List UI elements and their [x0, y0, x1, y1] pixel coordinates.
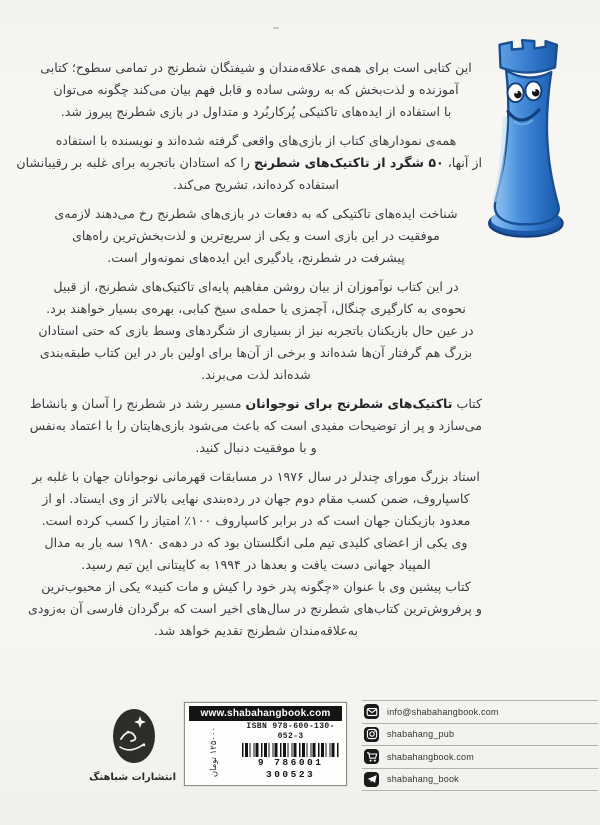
rook-crown [500, 40, 557, 72]
text-segment: مسیر رشد در شطرنج را آسان و بانشاط [30, 396, 246, 411]
text-segment: و با موفقیت دنبال کنید. [195, 440, 317, 455]
contact-row-email [362, 700, 598, 723]
text-segment: آموزنده و لذت‌بخش که به روشی ساده و قابل فهم بیان می‌کند چگونه می‌توان [53, 82, 459, 97]
paragraph-line [30, 393, 482, 415]
instagram-icon [364, 727, 379, 742]
contact-label: shabahang_pub [387, 729, 455, 740]
bold-text-segment: تاکتیک‌های شطرنج برای نوجوانان [245, 396, 453, 411]
contact-row-shop [362, 745, 598, 768]
paragraph [30, 393, 482, 459]
price-label: ۱۲۵۰۰۰ تومان [209, 726, 220, 777]
cart-icon [364, 749, 379, 764]
paragraph-line [30, 57, 482, 79]
paragraph-line [30, 320, 482, 342]
text-segment: استاد بزرگ مورای چندلر در سال ۱۹۷۶ در مسابقات قهرمانی نوجوانان جهان با غلبه بر [32, 469, 480, 484]
ean-digits: 9 786001 300523 [257, 757, 324, 780]
text-segment: شناخت ایده‌های تاکتیکی که به دفعات در بازی‌های شطرنج رخ می‌دهند لازمه‌ی [54, 206, 458, 221]
paragraph-line [30, 276, 482, 298]
paragraph-line [30, 79, 482, 101]
contact-row-telegram [362, 768, 598, 792]
rook-mascot-illustration [477, 32, 571, 240]
barcode-stripes [242, 743, 339, 757]
paragraph-line [30, 225, 482, 247]
paragraph-line [30, 203, 482, 225]
paragraph-line [30, 532, 482, 554]
text-segment: کتاب پیشین وی با عنوان «چگونه پدر خود را کیش و مات کنید» یکی از محبوب‌ترین [41, 579, 471, 594]
contact-label: info@shabahangbook.com [387, 706, 499, 717]
paragraph-line [30, 466, 482, 488]
paragraph-line [30, 130, 482, 152]
telegram-icon [364, 772, 379, 787]
paragraph-line [30, 554, 482, 576]
text-segment: و پرفروش‌ترین کتاب‌های شطرنج در سال‌های اخیر است که برگردان فارسی آن به‌زودی [28, 601, 482, 616]
text-segment: نحوه‌ی به کارگیری چنگال، آچمزی یا حمله‌ی سیخ کبابی، بهره‌ی بسیار خواهند برد. [46, 301, 466, 316]
paragraph-line [30, 598, 482, 620]
contact-label: shabahangbook.com [387, 751, 474, 762]
paragraph [30, 57, 482, 123]
paragraph-line [30, 342, 482, 364]
contact-row-instagram [362, 723, 598, 746]
text-segment: المپیاد جهانی دست یافت و بعدها در ۱۹۹۴ به کاپیتانی این تیم رسید. [81, 557, 431, 572]
contact-label: shabahang_book [387, 774, 459, 785]
paragraph-line [30, 488, 482, 510]
paragraph-line [30, 364, 482, 386]
publisher-name: انتشارات شباهنگ [89, 772, 176, 783]
text-segment: کتاب [452, 396, 482, 411]
text-segment: بزرگ هم گرفتار آن‌ها شده‌اند و برخی از آن‌ها برای اولین بار در این کتاب طبقه‌بندی [39, 345, 473, 360]
scan-speck [273, 27, 279, 29]
paragraph-line [30, 510, 482, 532]
text-segment: در این کتاب نوآموزان از بیان روشن مفاهیم پایه‌ای تاکتیک‌های شطرنج، از قبیل [53, 279, 459, 294]
paragraph-line [30, 101, 482, 123]
publisher-logo [89, 705, 176, 783]
text-segment: موفقیت در این بازی است و یکی از سریع‌ترین و لذت‌بخش‌ترین راه‌های [72, 228, 440, 243]
text-block [16, 57, 482, 649]
bold-text-segment: ۵۰ شگرد از تاکتیک‌های شطرنج [253, 155, 444, 170]
text-segment: معدود بازیکنان جهان است که در برابر کاسپاروف ۱۰۰٪ امتیاز را کسب کرده است. [41, 513, 471, 528]
publisher-logo-icon [108, 705, 160, 767]
barcode-box [184, 702, 347, 786]
text-segment: از آنها، [443, 155, 482, 170]
isbn-text: ISBN 978-600-130-052-3 [246, 722, 335, 741]
contact-list [362, 700, 598, 791]
paragraph-line [16, 152, 482, 174]
text-segment: این کتابی است برای همه‌ی علاقه‌مندان و شیفتگان شطرنج در تمامی سطوح؛ کتابی [40, 60, 472, 75]
text-segment: کاسپاروف، ضمن کسب مقام دوم جهان در رده‌بندی نهایی بالاتر از وی ایستاد. او از [42, 491, 470, 506]
paragraph-line [30, 247, 482, 269]
paragraph-line [30, 174, 482, 196]
paragraph [30, 466, 482, 642]
text-segment: استفاده کرده‌اند، تشریح می‌کند. [172, 177, 340, 192]
text-segment: می‌سازد و پر از توضیحات مفیدی است که باعث می‌شود بازی‌هایتان را با اعتماد به‌نفس [29, 418, 482, 433]
text-segment: وی یکی از اعضای کلیدی تیم ملی انگلستان بود که در دهه‌ی ۱۹۸۰ سه بار به مدال [44, 535, 468, 550]
publisher-website: www.shabahangbook.com [189, 706, 342, 721]
text-segment: شده‌اند لذت می‌برند. [201, 367, 311, 382]
text-segment: را که استادان باتجربه برای غلبه بر رقیبانشان [16, 155, 254, 170]
paragraph-line [30, 437, 482, 459]
paragraph [16, 130, 482, 196]
text-segment: همه‌ی نمودارهای کتاب از بازی‌های واقعی گرفته شده‌اند و نویسنده با استفاده [55, 133, 457, 148]
text-segment: با استفاده از ایده‌های تاکتیکی پُرکاربُرد و متداول در بازی شطرنج پیروز شد. [60, 104, 452, 119]
paragraph [30, 203, 482, 269]
paragraph-line [30, 298, 482, 320]
paragraph [30, 276, 482, 386]
email-icon [364, 704, 379, 719]
paragraph-line [30, 620, 482, 642]
paragraph-line [30, 576, 482, 598]
text-segment: به‌علاقه‌مندان شطرنج تقدیم خواهد شد. [153, 623, 359, 638]
text-segment: در عین حال بازیکنان باتجربه نیز از بسیاری از شگردهای وسط بازی که حتی استادان [38, 323, 474, 338]
paragraph-line [30, 415, 482, 437]
text-segment: پیشرفت در شطرنج، یادگیری این ایده‌های نمونه‌وار است. [107, 250, 405, 265]
